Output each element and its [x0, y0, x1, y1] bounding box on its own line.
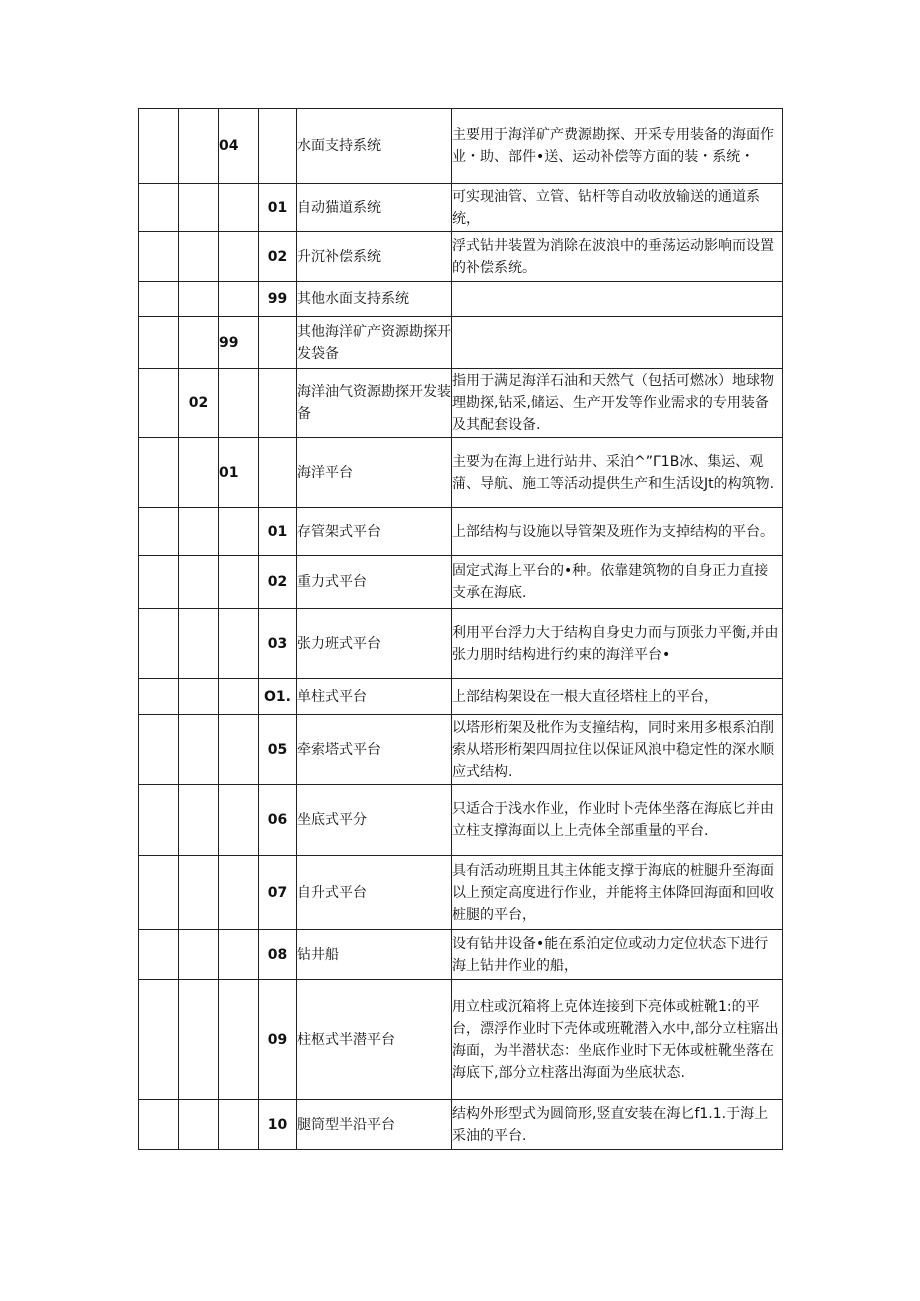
level1-code-cell — [139, 508, 179, 556]
description-cell — [452, 1100, 783, 1150]
level4-code-cell — [259, 785, 297, 856]
category-name-cell — [297, 980, 452, 1100]
level1-code-cell — [139, 785, 179, 856]
category-name-text: 张力班式平台 — [297, 635, 381, 652]
level3-code-cell — [219, 679, 259, 715]
classification-table — [138, 108, 783, 1150]
category-name-cell — [297, 317, 452, 369]
description-cell — [452, 856, 783, 930]
level3-code-cell — [219, 317, 259, 369]
level2-code-cell — [179, 508, 219, 556]
level1-code-cell — [139, 109, 179, 184]
table-row — [139, 438, 783, 508]
level1-code-cell — [139, 715, 179, 785]
level3-code-cell — [219, 609, 259, 679]
category-name-cell — [297, 438, 452, 508]
level4-code-cell — [259, 556, 297, 609]
level3-code-cell — [219, 232, 259, 282]
description-text: 具有活动班期且其主体能支撑于海底的桩腿升至海面以上预定高度进行作业，并能将主体降回海面和回收桩腿的平台， — [452, 862, 774, 923]
category-name-cell — [297, 282, 452, 317]
category-name-cell — [297, 369, 452, 438]
level1-code-cell — [139, 232, 179, 282]
level1-code-cell — [139, 609, 179, 679]
level4-code-cell — [259, 856, 297, 930]
description-text: 上部结构与设施以导管架及班作为支掉结构的平台。 — [452, 523, 774, 540]
level3-code-cell — [219, 508, 259, 556]
level4-code-text: 07 — [267, 884, 288, 901]
level1-code-cell — [139, 1100, 179, 1150]
description-cell — [452, 438, 783, 508]
level4-code-cell — [259, 980, 297, 1100]
level4-code-cell — [259, 1100, 297, 1150]
level1-code-cell — [139, 317, 179, 369]
category-name-text: 其他水面支持系统 — [297, 291, 409, 307]
table-row — [139, 930, 783, 980]
description-text: 指用于满足海洋石油和天然气（包括可燃冰）地球物理勘探,钻采,储运、生产开发等作业需求的专用装备及其配套设备. — [452, 373, 774, 433]
level3-code-cell — [219, 785, 259, 856]
level3-code-cell — [219, 438, 259, 508]
table-row — [139, 317, 783, 369]
category-name-cell — [297, 109, 452, 184]
level4-code-cell — [259, 369, 297, 438]
level2-code-cell — [179, 856, 219, 930]
level3-code-cell — [219, 556, 259, 609]
level4-code-cell — [259, 930, 297, 980]
level3-code-text: 01 — [219, 464, 239, 481]
level1-code-cell — [139, 438, 179, 508]
level4-code-text: 08 — [267, 946, 288, 963]
table-row — [139, 785, 783, 856]
level3-code-cell — [219, 282, 259, 317]
table-row — [139, 856, 783, 930]
level4-code-cell — [259, 232, 297, 282]
table-row — [139, 1100, 783, 1150]
level4-code-cell — [259, 317, 297, 369]
table-row — [139, 109, 783, 184]
description-cell — [452, 930, 783, 980]
level4-code-cell — [259, 184, 297, 232]
description-text: 结构外形型式为圆筒形,竖直安装在海匕f1.1.于海上采油的平台. — [452, 1105, 769, 1144]
description-text: 固定式海上平台的•种。依靠建筑物的自身正力直接支承在海底. — [452, 563, 769, 601]
table-row — [139, 282, 783, 317]
category-name-cell — [297, 1100, 452, 1150]
level2-code-text: 02 — [188, 395, 209, 411]
level4-code-cell — [259, 438, 297, 508]
level2-code-cell — [179, 609, 219, 679]
category-name-text: 自升式平台 — [297, 884, 367, 901]
category-name-cell — [297, 556, 452, 609]
level4-code-text: 02 — [267, 248, 288, 265]
category-name-cell — [297, 715, 452, 785]
level4-code-cell — [259, 282, 297, 317]
level4-code-text: 03 — [267, 635, 288, 652]
level2-code-cell — [179, 438, 219, 508]
category-name-text: 钻井船 — [297, 946, 339, 963]
table-row — [139, 508, 783, 556]
description-cell — [452, 556, 783, 609]
level3-code-text: 99 — [219, 334, 239, 351]
level4-code-text: 02 — [267, 574, 288, 590]
table-row — [139, 556, 783, 609]
description-cell — [452, 980, 783, 1100]
level3-code-cell — [219, 930, 259, 980]
category-name-text: 海洋油气资源勘探开发装备 — [297, 384, 451, 422]
description-text: 主要用于海洋矿产费源勘探、开采专用装备的海面作业・助、部件•送、运动补偿等方面的装・系统・ — [452, 127, 774, 165]
category-name-text: 海洋平台 — [297, 464, 353, 481]
description-text: 只适合于浅水作业，作业时卜壳体坐落在海底匕并由立柱支撑海面以上上壳体全部重量的平台. — [452, 801, 774, 839]
level4-code-cell — [259, 609, 297, 679]
level2-code-cell — [179, 930, 219, 980]
category-name-text: 重力式平台 — [297, 574, 367, 590]
level4-code-text: 01 — [267, 523, 288, 540]
description-text: 利用平台浮力大于结构自身史力而与顶张力平衡,并由张力朋时结构进行约束的海洋平台• — [452, 624, 779, 663]
level3-code-cell — [219, 856, 259, 930]
description-cell — [452, 232, 783, 282]
level1-code-cell — [139, 856, 179, 930]
category-name-cell — [297, 508, 452, 556]
description-text: 浮式钻井装置为消除在波浪中的垂荡运动影响而设置的补偿系统。 — [452, 237, 774, 276]
table-row — [139, 609, 783, 679]
category-name-text: 腿筒型半沿平台 — [297, 1116, 395, 1133]
category-name-cell — [297, 609, 452, 679]
table-body — [139, 109, 783, 1150]
level2-code-cell — [179, 317, 219, 369]
description-text: 用立柱或沉箱将上克体连接到下亮体或桩靴1:的平台，漂浮作业时下壳体或班靴潜入水中,部分立柱寤出海面，为半潜状态：坐底作业时下无体或桩靴坐落在海底下,部分立柱落出海面为坐底状态. — [452, 998, 779, 1081]
table-row — [139, 980, 783, 1100]
description-cell — [452, 109, 783, 184]
description-cell — [452, 679, 783, 715]
level2-code-cell — [179, 715, 219, 785]
level3-code-cell — [219, 715, 259, 785]
table-row — [139, 679, 783, 715]
category-name-text: 自动猫道系统 — [297, 199, 381, 216]
category-name-text: 柱枢式半潜平台 — [297, 1031, 395, 1048]
description-text: 上部结构架设在一根大直径塔柱上的平台， — [452, 688, 718, 705]
category-name-cell — [297, 930, 452, 980]
category-name-text: 升沉补偿系统 — [297, 248, 381, 265]
category-name-cell — [297, 856, 452, 930]
category-name-cell — [297, 232, 452, 282]
level4-code-text: 01 — [267, 199, 288, 216]
category-name-text: 坐底式平分 — [297, 812, 367, 828]
category-name-text: 水面支持系统 — [297, 138, 381, 154]
level4-code-text: 06 — [267, 812, 288, 828]
category-name-text: 单柱式平台 — [297, 688, 367, 705]
level1-code-cell — [139, 930, 179, 980]
level2-code-cell — [179, 980, 219, 1100]
category-name-text: 牵索塔式平台 — [297, 741, 381, 758]
table-row — [139, 369, 783, 438]
description-text: 设有钻井设备•能在系泊定位或动力定位状态下进行海上钻井作业的船， — [452, 935, 769, 974]
level2-code-cell — [179, 184, 219, 232]
level2-code-cell — [179, 556, 219, 609]
level1-code-cell — [139, 282, 179, 317]
level1-code-cell — [139, 184, 179, 232]
level3-code-text: 04 — [219, 138, 239, 154]
level2-code-cell — [179, 679, 219, 715]
category-name-cell — [297, 785, 452, 856]
level2-code-cell — [179, 109, 219, 184]
level4-code-text: 05 — [267, 741, 288, 758]
table-row — [139, 232, 783, 282]
description-cell — [452, 369, 783, 438]
level4-code-text: 99 — [267, 291, 288, 307]
category-name-text: 存管架式平台 — [297, 523, 381, 540]
level4-code-text: O1. — [264, 688, 291, 705]
level3-code-cell — [219, 369, 259, 438]
description-cell — [452, 715, 783, 785]
level4-code-text: 10 — [267, 1116, 288, 1133]
level4-code-cell — [259, 508, 297, 556]
level3-code-cell — [219, 980, 259, 1100]
level1-code-cell — [139, 369, 179, 438]
level2-code-cell — [179, 232, 219, 282]
level3-code-cell — [219, 109, 259, 184]
level2-code-cell — [179, 785, 219, 856]
description-cell — [452, 609, 783, 679]
description-cell — [452, 317, 783, 369]
description-cell — [452, 508, 783, 556]
table-row — [139, 715, 783, 785]
level1-code-cell — [139, 556, 179, 609]
level3-code-cell — [219, 1100, 259, 1150]
description-cell — [452, 785, 783, 856]
level2-code-cell — [179, 282, 219, 317]
level1-code-cell — [139, 980, 179, 1100]
description-cell — [452, 184, 783, 232]
level1-code-cell — [139, 679, 179, 715]
description-text: 以塔形桁架及枇作为支撞结构，同时来用多根系泊削索从塔形桁架四周拉住以保证风浪中稳定性的深水顺应式结构. — [452, 719, 774, 780]
category-name-cell — [297, 679, 452, 715]
level4-code-cell — [259, 109, 297, 184]
category-name-text: 其他海洋矿产资源勘探开发袋备 — [297, 323, 451, 362]
level4-code-cell — [259, 679, 297, 715]
level2-code-cell — [179, 369, 219, 438]
level3-code-cell — [219, 184, 259, 232]
level4-code-text: 09 — [267, 1031, 288, 1048]
level2-code-cell — [179, 1100, 219, 1150]
table-row — [139, 184, 783, 232]
description-text: 可实现油管、立管、钻杆等自动收放输送的通道系统， — [452, 188, 760, 227]
level4-code-cell — [259, 715, 297, 785]
category-name-cell — [297, 184, 452, 232]
description-text: 主要为在海上进行站井、采泊^”Γ1B冰、集运、观蒲、导航、施工等活动提供生产和生活设Jt的构筑物. — [452, 453, 775, 492]
description-cell — [452, 282, 783, 317]
